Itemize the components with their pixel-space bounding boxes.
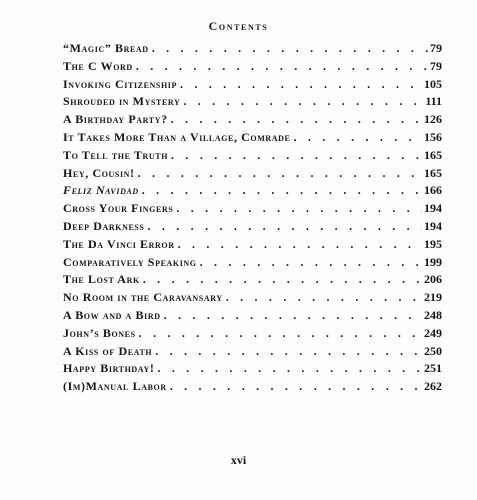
dot-leader (152, 40, 428, 58)
toc-entry-page-number: 156 (424, 129, 442, 144)
dot-leader (142, 182, 422, 200)
toc-entry (63, 111, 442, 129)
dot-leader (143, 271, 422, 289)
toc-entry-title: Feliz Navidad (63, 183, 139, 198)
toc-entry (63, 236, 442, 254)
toc-entry-title: Happy Birthday! (63, 361, 155, 376)
toc-entry-page-number: 105 (424, 76, 442, 91)
toc-entry-title: “Magic” Bread (63, 41, 149, 55)
toc-entry-page-number: 111 (425, 94, 442, 109)
toc-entry (63, 325, 442, 343)
dot-leader (171, 147, 422, 165)
toc-entry (63, 378, 442, 396)
dot-leader (155, 343, 422, 361)
toc-entry-page-number: 194 (424, 201, 442, 216)
toc-entry (63, 93, 442, 111)
dot-leader (226, 289, 422, 307)
dot-leader (138, 165, 422, 183)
toc-entry-page-number: 250 (424, 343, 442, 358)
dot-leader (180, 76, 422, 94)
toc-entry (63, 343, 442, 361)
toc-entry (63, 271, 442, 289)
dot-leader (139, 325, 422, 343)
dot-leader (170, 378, 422, 396)
toc-entry (63, 40, 442, 58)
toc-entry-title: Comparatively Speaking (63, 254, 197, 269)
toc-entry (63, 218, 442, 236)
toc-entry (63, 76, 442, 94)
toc-entry (63, 360, 442, 378)
toc-entry-page-number: 206 (424, 272, 442, 287)
dot-leader (136, 58, 428, 76)
toc-entry-title: Deep Darkness (63, 218, 145, 233)
dot-leader (176, 200, 422, 218)
toc-entry-title: Shrouded in Mystery (63, 94, 181, 109)
toc-entry-page-number: 165 (424, 165, 442, 180)
toc-entry (63, 182, 442, 200)
toc-entry-page-number: 165 (424, 147, 442, 162)
toc-entry (63, 254, 442, 272)
toc-entry-page-number: 262 (424, 379, 442, 394)
toc-entry-page-number: 79 (430, 58, 442, 73)
toc-entry (63, 200, 442, 218)
dot-leader (171, 111, 422, 129)
toc-entry-title: No Room in the Caravansary (63, 290, 223, 305)
toc-entry-page-number: 166 (424, 183, 442, 198)
toc-entry (63, 289, 442, 307)
toc-entry-title: The C Word (63, 58, 133, 73)
toc-entry-page-number: 79 (430, 41, 442, 55)
toc-entry-title: It Takes More Than a Village, Comrade (63, 129, 291, 144)
toc-entry-page-number: 126 (424, 112, 442, 127)
dot-leader (178, 236, 422, 254)
toc-entry-title: A Bow and a Bird (63, 307, 161, 322)
toc-entry-title: (Im)Manual Labor (63, 379, 167, 394)
dot-leader (293, 129, 422, 147)
dot-leader (183, 93, 423, 111)
toc-entry (63, 58, 442, 76)
toc-entry (63, 165, 442, 183)
toc-entry-page-number: 195 (424, 236, 442, 251)
toc-entry-title: Hey, Cousin! (63, 165, 135, 180)
toc-entry-title: John’s Bones (63, 325, 136, 340)
toc-entry-title: A Birthday Party? (63, 112, 168, 127)
toc-entry-page-number: 199 (424, 254, 442, 269)
toc-entry-title: A Kiss of Death (63, 343, 153, 358)
toc-entry-title: To Tell the Truth (63, 147, 169, 162)
page-folio: xvi (230, 453, 247, 467)
toc-entry (63, 129, 442, 147)
table-of-contents (63, 40, 442, 396)
contents-heading: Contents (208, 19, 269, 33)
dot-leader (164, 307, 422, 325)
toc-entry-page-number: 251 (424, 361, 442, 376)
toc-entry-title: Cross Your Fingers (63, 201, 174, 216)
toc-entry-title: The Da Vinci Error (63, 236, 175, 251)
toc-entry-title: Invoking Citizenship (63, 76, 177, 91)
toc-entry (63, 307, 442, 325)
dot-leader (157, 360, 422, 378)
toc-entry (63, 147, 442, 165)
dot-leader (200, 254, 422, 272)
toc-entry-page-number: 249 (424, 325, 442, 340)
dot-leader (147, 218, 422, 236)
toc-entry-page-number: 248 (424, 307, 442, 322)
toc-entry-page-number: 219 (424, 290, 442, 305)
toc-entry-title: The Lost Ark (63, 272, 140, 287)
toc-entry-page-number: 194 (424, 218, 442, 233)
